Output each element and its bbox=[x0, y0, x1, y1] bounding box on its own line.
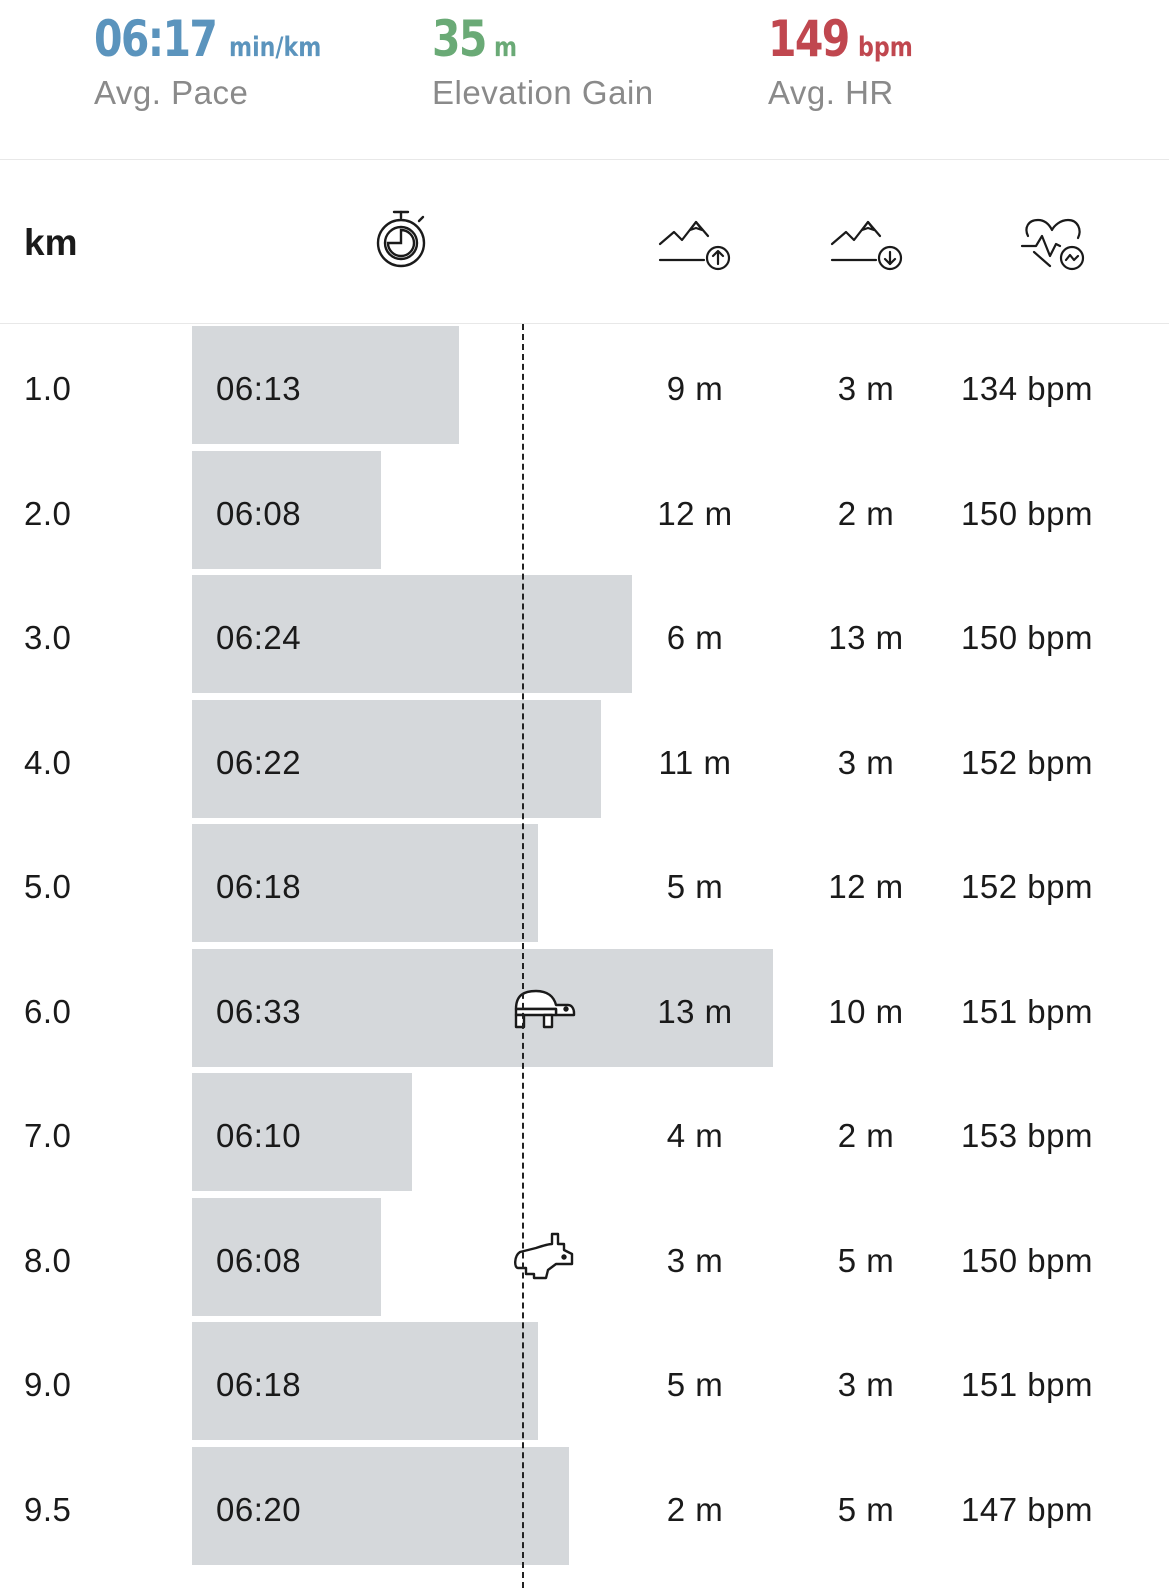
split-elevation-down: 10 m bbox=[828, 992, 904, 1030]
split-elevation-up: 13 m bbox=[657, 992, 733, 1030]
split-heart-rate: 150 bpm bbox=[961, 619, 1093, 656]
split-heart-rate: 151 bpm bbox=[961, 1366, 1093, 1403]
split-elevation-up: 11 m bbox=[658, 743, 732, 781]
split-row[interactable] bbox=[0, 698, 1169, 823]
split-elevation-down: 3 m bbox=[837, 1366, 895, 1403]
elevation-gain-label: Elevation Gain bbox=[432, 74, 654, 111]
split-elevation-up: 4 m bbox=[666, 1117, 724, 1154]
split-pace: 06:24 bbox=[216, 619, 302, 656]
elevation-up-icon bbox=[656, 216, 734, 272]
split-row[interactable] bbox=[0, 1320, 1169, 1445]
split-pace: 06:22 bbox=[216, 743, 302, 781]
splits-header bbox=[0, 160, 1169, 324]
split-heart-rate: 151 bpm bbox=[961, 992, 1093, 1030]
split-pace: 06:33 bbox=[216, 992, 302, 1030]
avg-pace-unit: min/km bbox=[229, 32, 322, 63]
split-km: 9.0 bbox=[24, 1366, 72, 1403]
split-km: 8.0 bbox=[24, 1241, 72, 1279]
split-pace: 06:08 bbox=[216, 494, 302, 532]
split-km: 3.0 bbox=[24, 619, 72, 656]
elevation-gain-unit: m bbox=[493, 32, 517, 63]
split-km: 1.0 bbox=[24, 370, 72, 407]
split-elevation-up: 12 m bbox=[657, 494, 733, 532]
elevation-down-icon bbox=[828, 216, 906, 272]
split-heart-rate: 153 bpm bbox=[961, 1117, 1093, 1154]
stopwatch-icon bbox=[372, 208, 430, 270]
split-pace: 06:18 bbox=[216, 868, 302, 905]
split-pace: 06:08 bbox=[216, 1241, 302, 1279]
km-column-header: km bbox=[24, 222, 78, 263]
split-heart-rate: 134 bpm bbox=[961, 370, 1093, 407]
split-pace: 06:13 bbox=[216, 370, 302, 407]
split-elevation-down: 12 m bbox=[828, 868, 904, 905]
split-row[interactable] bbox=[0, 1445, 1169, 1570]
split-row[interactable] bbox=[0, 449, 1169, 574]
avg-hr-unit: bpm bbox=[858, 32, 914, 63]
split-km: 4.0 bbox=[24, 743, 72, 781]
split-row[interactable] bbox=[0, 822, 1169, 947]
split-elevation-down: 2 m bbox=[837, 494, 895, 532]
avg-hr-label: Avg. HR bbox=[768, 74, 894, 111]
split-heart-rate: 152 bpm bbox=[961, 868, 1093, 905]
split-km: 9.5 bbox=[24, 1490, 72, 1528]
split-row[interactable] bbox=[0, 324, 1169, 449]
split-row[interactable] bbox=[0, 1196, 1169, 1321]
split-elevation-up: 9 m bbox=[666, 370, 724, 407]
split-heart-rate: 147 bpm bbox=[961, 1490, 1093, 1528]
split-elevation-down: 3 m bbox=[837, 370, 895, 407]
splits-list[interactable] bbox=[0, 324, 1169, 1588]
avg-pace-stat bbox=[94, 10, 342, 112]
elevation-gain-value: 35 bbox=[432, 10, 486, 68]
split-row[interactable] bbox=[0, 573, 1169, 698]
split-km: 6.0 bbox=[24, 992, 72, 1030]
split-heart-rate: 150 bpm bbox=[961, 1241, 1093, 1279]
average-pace-line bbox=[522, 324, 524, 1588]
split-km: 2.0 bbox=[24, 494, 72, 532]
avg-hr-stat bbox=[768, 10, 925, 112]
split-row[interactable] bbox=[0, 947, 1169, 1072]
split-elevation-up: 3 m bbox=[666, 1241, 724, 1279]
split-pace: 06:18 bbox=[216, 1366, 302, 1403]
split-elevation-up: 2 m bbox=[666, 1490, 724, 1528]
avg-pace-value: 06:17 bbox=[94, 10, 217, 68]
split-elevation-down: 13 m bbox=[828, 619, 904, 656]
split-elevation-down: 3 m bbox=[837, 743, 895, 781]
split-row[interactable] bbox=[0, 1071, 1169, 1196]
split-elevation-down: 5 m bbox=[837, 1241, 895, 1279]
split-elevation-down: 2 m bbox=[837, 1117, 895, 1154]
split-heart-rate: 150 bpm bbox=[961, 494, 1093, 532]
summary-stats bbox=[0, 0, 1169, 160]
split-km: 7.0 bbox=[24, 1117, 72, 1154]
avg-hr-value: 149 bbox=[768, 10, 849, 68]
avg-pace-label: Avg. Pace bbox=[94, 74, 249, 111]
split-elevation-up: 5 m bbox=[666, 1366, 724, 1403]
split-pace: 06:10 bbox=[216, 1117, 302, 1154]
split-elevation-up: 6 m bbox=[666, 619, 724, 656]
heart-rate-icon bbox=[1020, 216, 1090, 276]
split-km: 5.0 bbox=[24, 868, 72, 905]
split-elevation-down: 5 m bbox=[837, 1490, 895, 1528]
split-pace: 06:20 bbox=[216, 1490, 302, 1528]
split-elevation-up: 5 m bbox=[666, 868, 724, 905]
split-heart-rate: 152 bpm bbox=[961, 743, 1093, 781]
elevation-gain-stat bbox=[432, 10, 654, 112]
